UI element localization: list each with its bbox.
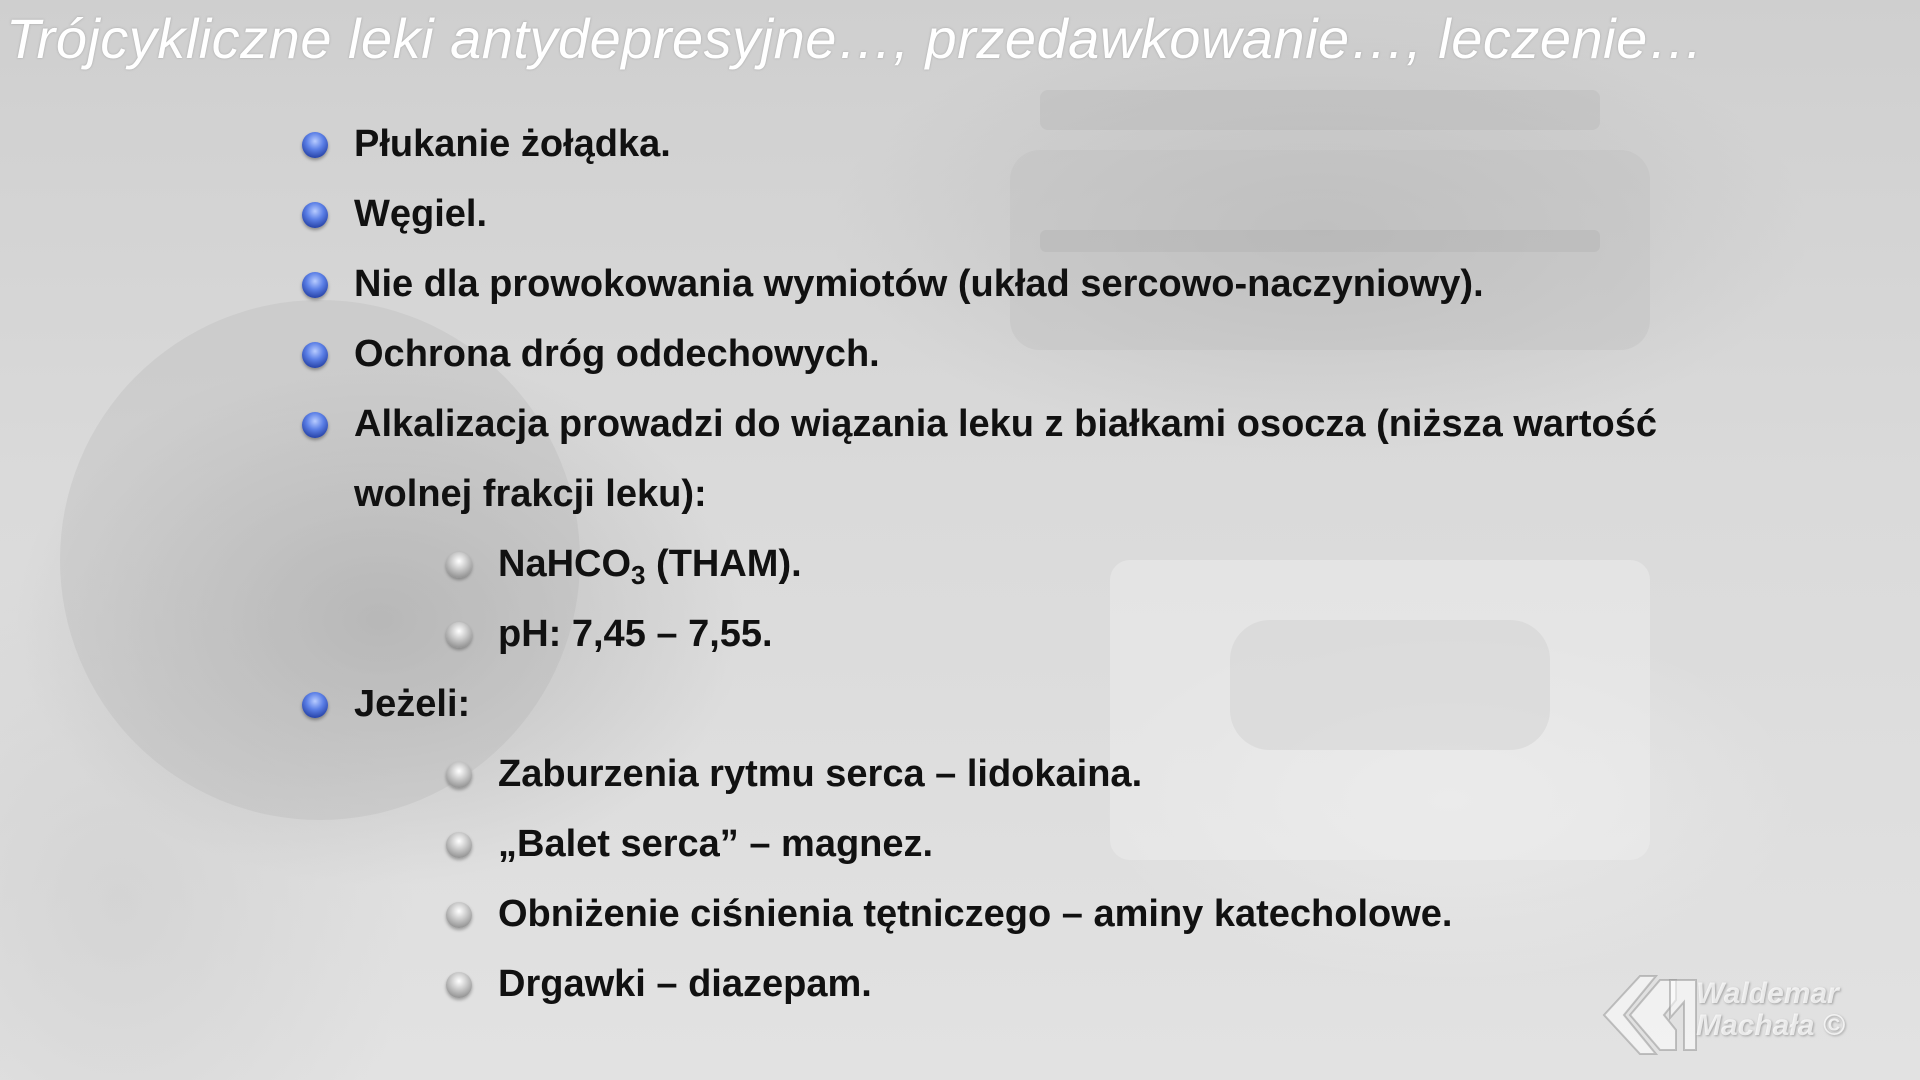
background-shape [1040,230,1600,252]
sub-list-item: Zaburzenia rytmu serca – lidokaina. [498,753,1143,795]
sub-list-item: Drgawki – diazepam. [498,963,872,1005]
slide-title: Trójcykliczne leki antydepresyjne…, przedawkowanie…, leczenie… [6,7,1705,70]
list-item: Jeżeli: [354,683,471,725]
list-item: Nie dla prowokowania wymiotów (układ sercowo-naczyniowy). [354,263,1484,305]
sub-list-item: pH: 7,45 – 7,55. [498,613,773,655]
grey-sphere-bullet-icon [446,972,472,998]
list-item: Płukanie żołądka. [354,123,671,165]
background-shape [1230,620,1550,750]
formula-suffix: (THAM). [645,543,802,585]
blue-sphere-bullet-icon [302,342,328,368]
formula-subscript: 3 [631,560,646,590]
grey-sphere-bullet-icon [446,832,472,858]
sub-list-item: „Balet serca” – magnez. [498,823,934,865]
grey-sphere-bullet-icon [446,902,472,928]
blue-sphere-bullet-icon [302,692,328,718]
logo-name-line2: Machała © [1696,1009,1845,1042]
blue-sphere-bullet-icon [302,272,328,298]
list-item: Węgiel. [354,193,488,235]
blue-sphere-bullet-icon [302,412,328,438]
grey-sphere-bullet-icon [446,552,472,578]
list-item-continuation: wolnej frakcji leku): [354,473,707,515]
author-logo [1600,970,1900,1060]
list-item: Alkalizacja prowadzi do wiązania leku z białkami osocza (niższa wartość [354,403,1657,445]
blue-sphere-bullet-icon [302,132,328,158]
blue-sphere-bullet-icon [302,202,328,228]
sub-list-item [498,540,802,599]
grey-sphere-bullet-icon [446,622,472,648]
sub-list-item: Obniżenie ciśnienia tętniczego – aminy katecholowe. [498,893,1453,935]
background-shape [1040,90,1600,130]
wm-monogram-logo-icon [1600,970,1700,1060]
list-item: Ochrona dróg oddechowych. [354,333,880,375]
logo-name-line1: Waldemar [1696,977,1839,1010]
formula-text: NaHCO [498,543,632,585]
grey-sphere-bullet-icon [446,762,472,788]
